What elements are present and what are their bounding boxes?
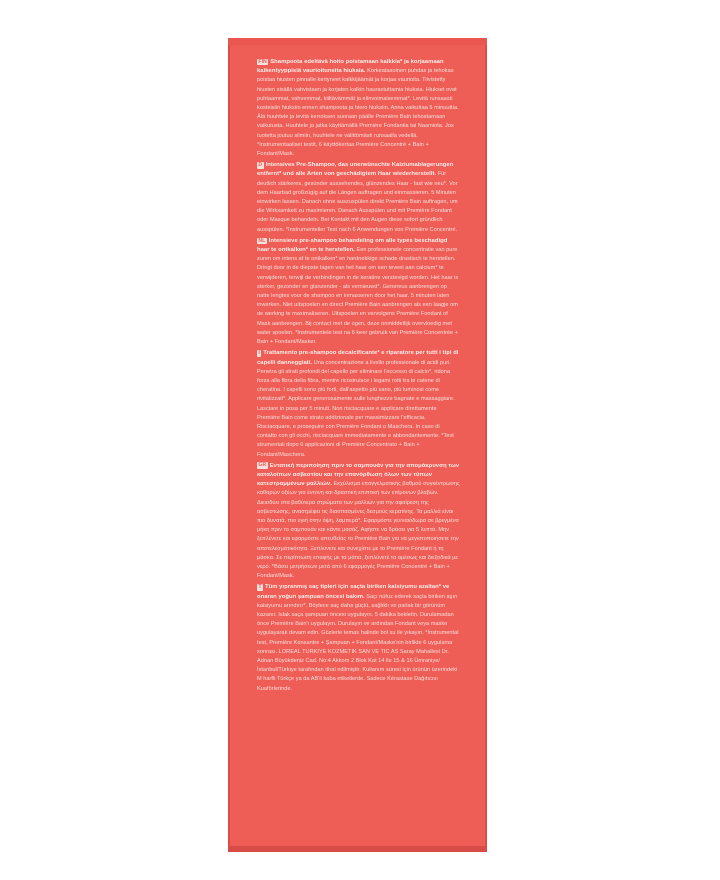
section-t bbox=[257, 583, 460, 693]
section-i bbox=[257, 349, 460, 459]
language-tag-nl: NL bbox=[258, 237, 266, 244]
section-gr bbox=[257, 462, 460, 582]
section-heading: Intensieve pre-shampoo behandeling om alle types beschadigd haar te ontkalken* en te herstellen. bbox=[257, 237, 448, 254]
section-d bbox=[257, 161, 460, 235]
section-heading: Intensives Pre-Shampoo, das unerwünschte Kalziumablagerungen entfernt* und alle Arten von geschädigtem Haar wiederherstellt. bbox=[257, 162, 454, 178]
section-nl bbox=[257, 237, 460, 347]
language-tag-d: D bbox=[258, 161, 263, 168]
section-body: Für deutlich stärkeres, gesünder aussehendes, glänzendes Haar - fast wie neu*. Vor dem Haarbad großzügig auf die Längen auftragen und einmassieren. 5 Minuten einwirken lassen. Danach ohne auszuspülen direkt Première Bain auftragen, um die Wirksamkeit zu maximieren. Danach Ausspülen und mit Première Fondant oder Masque behandeln. Bei Kontakt mit den Augen diese sofort gründlich ausspülen. *Instrumenteller Test nach 6 Anwendungen von Première Concentré. bbox=[257, 171, 458, 233]
section-body: Εκχύλισμα επαγγελματικής βαθμού συγκέντρωσης καθαρών οξέων για έντονη και δραστική επιπτική των επίμονων βλαβών. Διεισδύει στα βαθύτερα στρώματα των μαλλιών για την αφαίρεση της ασβεστώσης, αναστρέφει τις διασπασμένες δεσμούς κερατίνης. Τα μαλλιά είναι πιο δυνατά, πιο υγιή στην όψη, λαμπερά*. Εφαρμόστε γενναιόδωρα σε βρεγμένα μήκη πριν το σαμπουάν και κάντε μασάζ. Αφήστε να δράσει για 5 λεπτά. Μην ξεπλένετε και εφαρμόστε απευθείας το Première Bain για να μεγιστοποιήσετε την αποτελεσματικότητα. Ξεπλύνετε και συνεχίστε με το Première Fondant ή τη μάσκα. Σε περίπτωση επαφής με τα μάτια, ξεπλύνετέ τα αμέσως και διεξοδικά με νερό. *Βάσει μετρήσεων μετά από 6 εφαρμογές Première Concentré + Bain + Fondant/Mask. bbox=[257, 481, 460, 580]
box-bottom-edge bbox=[228, 846, 487, 852]
language-tag-fin: FIN bbox=[258, 58, 267, 65]
language-tag-i: I bbox=[258, 350, 260, 356]
section-heading: Trattamento pre-shampoo decalcificante* e riparatore per tutti i tipi di capelli danneggiati. bbox=[257, 350, 459, 366]
section-body: Saçı nüfuz ederek saçta biriken aşırı kalsiyumu arındırır*. Böylece saç daha güçlü, sağlıklı ve parlak bir görünüm kazanır. Islak saça şampuan öncesi uygulayın. 5 dakika bekletin. Durulamadan önce Première Bain'ı uygulayın. Durulayın ve ardından Fondant veya maske uygulayarak devam edin. Gözlerle temas halinde bol su ile yıkayın. *İnstrumental test, Première Konsantre + Şampuan + Fondant/Maske'nin birlikte 6 uygulama sonrası. LOREAL TURKIYE KOZMETIK SAN VE TIC AS Saray Mahallesi Dr. Adnan Büyükdeniz Cad. No:4 Akkom 2 Blok Kat 14 ile 15 & 16 Ümraniye/İstanbul/Türkiye tarafından ithal edilmiştir. Kullanım süresi için ürünün üzerindeki M harfli Türkçe ya da AB'li kaba etiketlerde. Sadece Kérastase Dağıtıcısı Kuaförlerinde. bbox=[257, 593, 459, 692]
section-heading: Tüm yıpranmış saç tipleri için saçta biriken kalsiyumu azaltan* ve onaran yoğun şampuan öncesi bakım. bbox=[257, 584, 450, 600]
section-body: Una concentrazione a livello professionale di acidi puri. Penetra gli strati profondi del capello per eliminare l'eccesso di calcio*, ridona forza alla fibra della fibra, mentre ricostruisce i legami rotti tra le catene di cheratina. I capelli sono più forti, dall'aspetto più sano, più luminosi come rivitalizzati*. Applicare generosamente sulle lunghezze bagnate e massaggiare. Lasciare in posa per 5 minuti. Non risciacquare e applicare direttamente Première Bain come strato addizionale per massimizzare l'efficacia. Risciacquare, e proseguire con Première Fondant o Maschera. In caso di contatto con gli occhi, risciacquare immediatamente e abbondantemente. *Test strumentali dopo 6 applicazioni di Première Concentrato + Bain + Fondant/Maschera. bbox=[257, 359, 455, 458]
section-body: Korkeatasoinen puhdas ja tehokas poistaa hiusten pinnalle kertyneet kalkkijäämät ja korjaa vaurioita. Tiivistetty hiusten sisällä vahvistaen ja korjaten kalkin haurastuttamia hiuksia. Hiukset ovat puhtaammat, vahvemmat, kiiltävämmät ja elinvoimaisemmat*. Levitä runsaasti kosteisiin hiuksiin ennen shampoota ja hiero hiuksiin. Anna vaikuttaa 5 minuuttia. Älä huuhtele ja levitä kerroksen suoraan päälle Première Bain tehostamaan vaikutusta. Huuhtele ja jatka käyttämällä Première Fondantia tai Naamiota. Jos tuotetta joutuu silmiin, huuhtele ne välittömästi runsaalla vedellä. *Instrumentaaliset testit, 6 käyttökertaa Première Concentré + Bain + Fondant/Mask. bbox=[257, 68, 459, 158]
section-heading: Εντατική περιποίηση πριν το σαμπουάν για την απομάκρυνση των καταλοίπων ασβεστίου και την επανόρθωση όλων των τύπων κατεστραμμένων μαλλιών. bbox=[257, 462, 460, 488]
section-fin bbox=[257, 58, 460, 159]
section-heading: Shampoota edeltävä hoito poistamaan kalkkia* ja korjaamaan kaikentyyppisiä vaurioituneita hiuksia. bbox=[257, 59, 444, 75]
section-body: Een professionele concentratie van pure zuren om intens af te ontkalken* en hardnekkige schade drastisch te herstellen. Dringt door in de diepste lagen van het haar om een teveel aan calcium* te verwijderen, terwijl de verbindingen in de keratine verstevigd worden. Het haar is sterker, gezonder en glanzender - als vernieuwd*. Genereus aanbrengen op natte lengtes voor de shampoo en inmasseren door het haar. 5 minuten laten inwerken. Niet uitspoelen en direct Première Bain aanbrengen als een laagje om de werking te maximaliseren. Uitspoelen en vervolgens Première Fondant of Mask aanbrengen. Bij contact met de ogen, deze onmiddellijk overvloedig met water spoelen. *Instrumentele test na 6 keer gebruik van Première Concentrée + Bain + Fondant/Masker. bbox=[257, 247, 459, 346]
multilingual-description bbox=[257, 58, 460, 696]
language-tag-gr: GR bbox=[258, 462, 267, 469]
language-tag-t: T bbox=[258, 584, 262, 591]
